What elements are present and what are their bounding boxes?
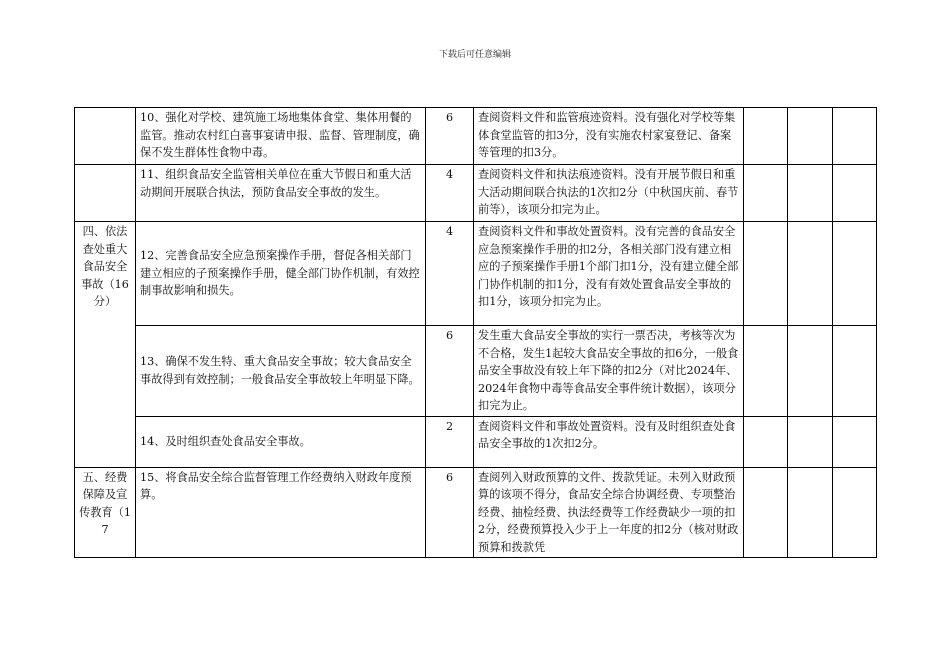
blank-cell (788, 108, 833, 165)
item-points: 4 (426, 222, 474, 326)
category-label: 四、依法查处重大食品安全事故（16分） (75, 222, 136, 468)
blank-cell (744, 416, 788, 467)
category-cell-empty (75, 165, 136, 222)
blank-cell (744, 165, 788, 222)
item-method: 查阅资料文件和执法痕迹资料。没有开展节假日和重大活动期间联合执法的1次扣2分（中秋国庆前、春节前等），该项分扣完为止。 (474, 165, 744, 222)
category-cell-empty (75, 108, 136, 165)
item-content: 15、将食品安全综合监督管理工作经费纳入财政年度预算。 (136, 467, 426, 557)
blank-cell (744, 326, 788, 417)
blank-cell (833, 326, 877, 417)
item-points: 6 (426, 326, 474, 417)
item-method: 查阅列入财政预算的文件、拨款凭证。未列入财政预算的该项不得分，食品安全综合协调经费、专项整治经费、抽检经费、执法经费等工作经费缺少一项的扣2分，经费预算投入少于上一年度的扣2分（核对财政预算和拨款凭 (474, 467, 744, 557)
item-method: 查阅资料文件和事故处置资料。没有及时组织查处食品安全事故的1次扣2分。 (474, 416, 744, 467)
item-content: 12、完善食品安全应急预案操作手册，督促各相关部门建立相应的子预案操作手册，健全部门协作机制，有效控制事故影响和损失。 (136, 222, 426, 326)
blank-cell (744, 467, 788, 557)
table-row (75, 467, 877, 557)
table-row (75, 222, 877, 326)
item-points: 4 (426, 165, 474, 222)
blank-cell (833, 467, 877, 557)
item-content: 13、确保不发生特、重大食品安全事故；较大食品安全事故得到有效控制；一般食品安全事故较上年明显下降。 (136, 326, 426, 417)
table-row (75, 416, 877, 467)
table-row (75, 108, 877, 165)
blank-cell (833, 165, 877, 222)
item-points: 6 (426, 467, 474, 557)
blank-cell (833, 222, 877, 326)
assessment-table (74, 107, 877, 558)
blank-cell (788, 467, 833, 557)
blank-cell (788, 416, 833, 467)
item-content: 11、组织食品安全监管相关单位在重大节假日和重大活动期间开展联合执法，预防食品安全事故的发生。 (136, 165, 426, 222)
item-content: 10、强化对学校、建筑施工场地集体食堂、集体用餐的监管。推动农村红白喜事宴请申报、监督、管理制度，确保不发生群体性食物中毒。 (136, 108, 426, 165)
blank-cell (788, 222, 833, 326)
item-method: 查阅资料文件和事故处置资料。没有完善的食品安全应急预案操作手册的扣2分，各相关部门没有建立相应的子预案操作手册1个部门扣1分，没有建立健全部门协作机制的扣1分，没有有效处置食品安全事故的扣1分，该项分扣完为止。 (474, 222, 744, 326)
table-row (75, 165, 877, 222)
category-label: 五、经费保障及宣传教育（17 (75, 467, 136, 557)
table-row (75, 326, 877, 417)
item-method: 发生重大食品安全事故的实行一票否决，考核等次为不合格，发生1起较大食品安全事故的扣6分，一般食品安全事故没有较上年下降的扣2分（对比2024年、2024年食物中毒等食品安全事件统计数据），该项分扣完为止。 (474, 326, 744, 417)
page-header: 下载后可任意编辑 (438, 50, 511, 60)
blank-cell (788, 165, 833, 222)
item-points: 6 (426, 108, 474, 165)
blank-cell (744, 108, 788, 165)
blank-cell (744, 222, 788, 326)
item-content: 14、及时组织查处食品安全事故。 (136, 416, 426, 467)
blank-cell (833, 108, 877, 165)
blank-cell (833, 416, 877, 467)
item-points: 2 (426, 416, 474, 467)
item-method: 查阅资料文件和监管痕迹资料。没有强化对学校等集体食堂监管的扣3分，没有实施农村家宴登记、备案等管理的扣3分。 (474, 108, 744, 165)
blank-cell (788, 326, 833, 417)
